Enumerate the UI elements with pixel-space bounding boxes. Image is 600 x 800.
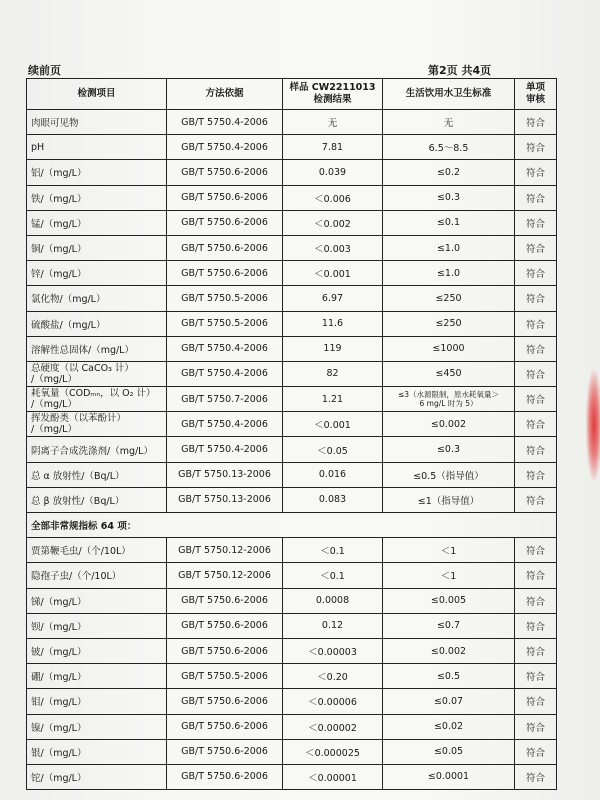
cell-verdict: 符合 — [515, 437, 557, 462]
cell-standard: ≤0.002 — [383, 412, 515, 437]
cell-standard: 无 — [383, 110, 515, 135]
cell-item: 硫酸盐/（mg/L） — [27, 311, 167, 336]
cell-verdict: 符合 — [515, 185, 557, 210]
cell-standard: ≤250 — [383, 311, 515, 336]
rows-group-c — [27, 538, 557, 790]
cell-result: ＜0.20 — [283, 664, 383, 689]
header-method: 方法依据 — [167, 79, 283, 110]
cell-item: 铝/（mg/L） — [27, 160, 167, 185]
cell-standard: ≤1（指导值） — [383, 487, 515, 512]
cell-result: ＜0.001 — [283, 412, 383, 437]
cell-item: 贾第鞭毛虫/（个/10L） — [27, 538, 167, 563]
cell-verdict: 符合 — [515, 638, 557, 663]
table-row — [27, 361, 557, 386]
cell-standard: ≤250 — [383, 286, 515, 311]
cell-method: GB/T 5750.4-2006 — [167, 336, 283, 361]
cell-standard: ＜1 — [383, 538, 515, 563]
cell-result: 11.6 — [283, 311, 383, 336]
cell-method: GB/T 5750.6-2006 — [167, 689, 283, 714]
cell-standard: ≤0.02 — [383, 714, 515, 739]
cell-result: 无 — [283, 110, 383, 135]
cell-verdict: 符合 — [515, 261, 557, 286]
rows-group-special — [27, 361, 557, 437]
table-row — [27, 714, 557, 739]
cell-method: GB/T 5750.6-2006 — [167, 739, 283, 764]
header-standard: 生活饮用水卫生标准 — [383, 79, 515, 110]
cell-standard: ≤0.3 — [383, 185, 515, 210]
table-row — [27, 210, 557, 235]
cell-verdict: 符合 — [515, 588, 557, 613]
cell-result: ＜0.001 — [283, 261, 383, 286]
cell-result: 0.039 — [283, 160, 383, 185]
table-row — [27, 487, 557, 512]
cell-item: 耗氧量（CODₘₙ，以 O₂ 计） /（mg/L） — [27, 387, 167, 412]
cell-standard: ≤0.1 — [383, 210, 515, 235]
cell-result: ＜0.00002 — [283, 714, 383, 739]
cell-verdict: 符合 — [515, 135, 557, 160]
table-header-row — [27, 79, 557, 110]
cell-result: 6.97 — [283, 286, 383, 311]
cell-method: GB/T 5750.5-2006 — [167, 664, 283, 689]
cell-item: 硼/（mg/L） — [27, 664, 167, 689]
cell-standard: ≤0.05 — [383, 739, 515, 764]
cell-item: 铜/（mg/L） — [27, 235, 167, 260]
table-row — [27, 764, 557, 789]
cell-standard: ≤1.0 — [383, 235, 515, 260]
cell-method: GB/T 5750.6-2006 — [167, 714, 283, 739]
cell-method: GB/T 5750.4-2006 — [167, 437, 283, 462]
table-row — [27, 235, 557, 260]
cell-standard: ≤3（水源限制，原水耗氧量＞ 6 mg/L 时为 5） — [383, 387, 515, 412]
cell-verdict: 符合 — [515, 689, 557, 714]
cell-method: GB/T 5750.6-2006 — [167, 261, 283, 286]
section-row — [27, 513, 557, 538]
table-row — [27, 739, 557, 764]
cell-result: ＜0.000025 — [283, 739, 383, 764]
cell-method: GB/T 5750.6-2006 — [167, 588, 283, 613]
cell-standard: ≤0.5 — [383, 664, 515, 689]
cell-standard: ≤0.0001 — [383, 764, 515, 789]
cell-result: 0.083 — [283, 487, 383, 512]
table-row — [27, 613, 557, 638]
cell-standard: ≤0.07 — [383, 689, 515, 714]
section-group — [27, 513, 557, 538]
cell-result: 0.12 — [283, 613, 383, 638]
cell-verdict: 符合 — [515, 361, 557, 386]
table-row — [27, 689, 557, 714]
cell-result: 1.21 — [283, 387, 383, 412]
cell-result: 0.016 — [283, 462, 383, 487]
cell-result: ＜0.002 — [283, 210, 383, 235]
cell-item: 铍/（mg/L） — [27, 638, 167, 663]
cell-standard: ＜1 — [383, 563, 515, 588]
rows-group-a — [27, 110, 557, 362]
cell-verdict: 符合 — [515, 487, 557, 512]
cell-verdict: 符合 — [515, 387, 557, 412]
header-item: 检测项目 — [27, 79, 167, 110]
cell-result: ＜0.006 — [283, 185, 383, 210]
cell-result: 82 — [283, 361, 383, 386]
table-row — [27, 437, 557, 462]
cell-item: 钡/（mg/L） — [27, 613, 167, 638]
cell-result: 0.0008 — [283, 588, 383, 613]
cell-method: GB/T 5750.12-2006 — [167, 563, 283, 588]
cell-result: ＜0.00001 — [283, 764, 383, 789]
cell-item: 铊/（mg/L） — [27, 764, 167, 789]
table-row — [27, 588, 557, 613]
cell-method: GB/T 5750.4-2006 — [167, 135, 283, 160]
table-row — [27, 638, 557, 663]
cell-item: 阴离子合成洗涤剂/（mg/L） — [27, 437, 167, 462]
section-label: 全部非常规指标 64 项： — [27, 513, 557, 538]
cell-verdict: 符合 — [515, 110, 557, 135]
cell-item: 锌/（mg/L） — [27, 261, 167, 286]
cell-method: GB/T 5750.12-2006 — [167, 538, 283, 563]
cell-verdict: 符合 — [515, 210, 557, 235]
cell-verdict: 符合 — [515, 714, 557, 739]
cell-result: ＜0.00006 — [283, 689, 383, 714]
table-row — [27, 311, 557, 336]
cell-standard: 6.5～8.5 — [383, 135, 515, 160]
table-row — [27, 664, 557, 689]
cell-item: 铁/（mg/L） — [27, 185, 167, 210]
cell-verdict: 符合 — [515, 764, 557, 789]
cell-standard: ≤0.002 — [383, 638, 515, 663]
cell-method: GB/T 5750.6-2006 — [167, 764, 283, 789]
cell-method: GB/T 5750.6-2006 — [167, 185, 283, 210]
red-stamp-edge — [586, 370, 600, 480]
cell-result: ＜0.05 — [283, 437, 383, 462]
cell-item: 肉眼可见物 — [27, 110, 167, 135]
header-result: 样品 CW2211013 检测结果 — [283, 79, 383, 110]
table-row — [27, 160, 557, 185]
cell-result: 119 — [283, 336, 383, 361]
cell-method: GB/T 5750.5-2006 — [167, 311, 283, 336]
cell-item: 溶解性总固体/（mg/L） — [27, 336, 167, 361]
cell-standard: ≤0.5（指导值） — [383, 462, 515, 487]
cell-verdict: 符合 — [515, 286, 557, 311]
cell-verdict: 符合 — [515, 664, 557, 689]
cell-item: 总 α 放射性/（Bq/L） — [27, 462, 167, 487]
cell-item: 镍/（mg/L） — [27, 714, 167, 739]
cell-method: GB/T 5750.6-2006 — [167, 160, 283, 185]
cell-verdict: 符合 — [515, 613, 557, 638]
table-row — [27, 563, 557, 588]
test-results-table — [26, 78, 557, 790]
cell-standard: ≤0.7 — [383, 613, 515, 638]
table-row — [27, 336, 557, 361]
cell-item: 钼/（mg/L） — [27, 689, 167, 714]
rows-group-b — [27, 437, 557, 513]
cell-standard: ≤1.0 — [383, 261, 515, 286]
cell-item: 锑/（mg/L） — [27, 588, 167, 613]
cell-standard: ≤450 — [383, 361, 515, 386]
cell-standard: ≤1000 — [383, 336, 515, 361]
cell-item: 总硬度（以 CaCO₃ 计） /（mg/L） — [27, 361, 167, 386]
table-row — [27, 462, 557, 487]
cell-result: ＜0.00003 — [283, 638, 383, 663]
cell-item: 隐孢子虫/（个/10L） — [27, 563, 167, 588]
table-row — [27, 110, 557, 135]
cell-item: 总 β 放射性/（Bq/L） — [27, 487, 167, 512]
table-row — [27, 261, 557, 286]
cell-verdict: 符合 — [515, 311, 557, 336]
table-row — [27, 286, 557, 311]
cell-standard: ≤0.2 — [383, 160, 515, 185]
cell-method: GB/T 5750.7-2006 — [167, 387, 283, 412]
cell-verdict: 符合 — [515, 412, 557, 437]
cell-standard: ≤0.3 — [383, 437, 515, 462]
cell-method: GB/T 5750.6-2006 — [167, 613, 283, 638]
cell-method: GB/T 5750.13-2006 — [167, 462, 283, 487]
cell-item: 银/（mg/L） — [27, 739, 167, 764]
cell-result: ＜0.1 — [283, 563, 383, 588]
cell-method: GB/T 5750.6-2006 — [167, 235, 283, 260]
cell-method: GB/T 5750.4-2006 — [167, 412, 283, 437]
cell-verdict: 符合 — [515, 336, 557, 361]
cell-item: 锰/（mg/L） — [27, 210, 167, 235]
table-row — [27, 412, 557, 437]
cell-method: GB/T 5750.6-2006 — [167, 638, 283, 663]
cell-method: GB/T 5750.5-2006 — [167, 286, 283, 311]
table-row — [27, 387, 557, 412]
table-row — [27, 135, 557, 160]
cell-verdict: 符合 — [515, 563, 557, 588]
continued-label: 续前页 — [28, 64, 61, 77]
cell-result: ＜0.003 — [283, 235, 383, 260]
table-row — [27, 185, 557, 210]
cell-verdict: 符合 — [515, 739, 557, 764]
cell-item: 氯化物/（mg/L） — [27, 286, 167, 311]
header-verdict: 单项 审核 — [515, 79, 557, 110]
cell-method: GB/T 5750.4-2006 — [167, 110, 283, 135]
page-indicator: 第2页 共4页 — [428, 64, 492, 77]
cell-method: GB/T 5750.13-2006 — [167, 487, 283, 512]
cell-verdict: 符合 — [515, 235, 557, 260]
cell-verdict: 符合 — [515, 538, 557, 563]
cell-verdict: 符合 — [515, 160, 557, 185]
cell-verdict: 符合 — [515, 462, 557, 487]
cell-method: GB/T 5750.4-2006 — [167, 361, 283, 386]
cell-result: 7.81 — [283, 135, 383, 160]
cell-method: GB/T 5750.6-2006 — [167, 210, 283, 235]
cell-result: ＜0.1 — [283, 538, 383, 563]
table-row — [27, 538, 557, 563]
cell-item: pH — [27, 135, 167, 160]
cell-standard: ≤0.005 — [383, 588, 515, 613]
cell-item: 挥发酚类（以苯酚计） /（mg/L） — [27, 412, 167, 437]
